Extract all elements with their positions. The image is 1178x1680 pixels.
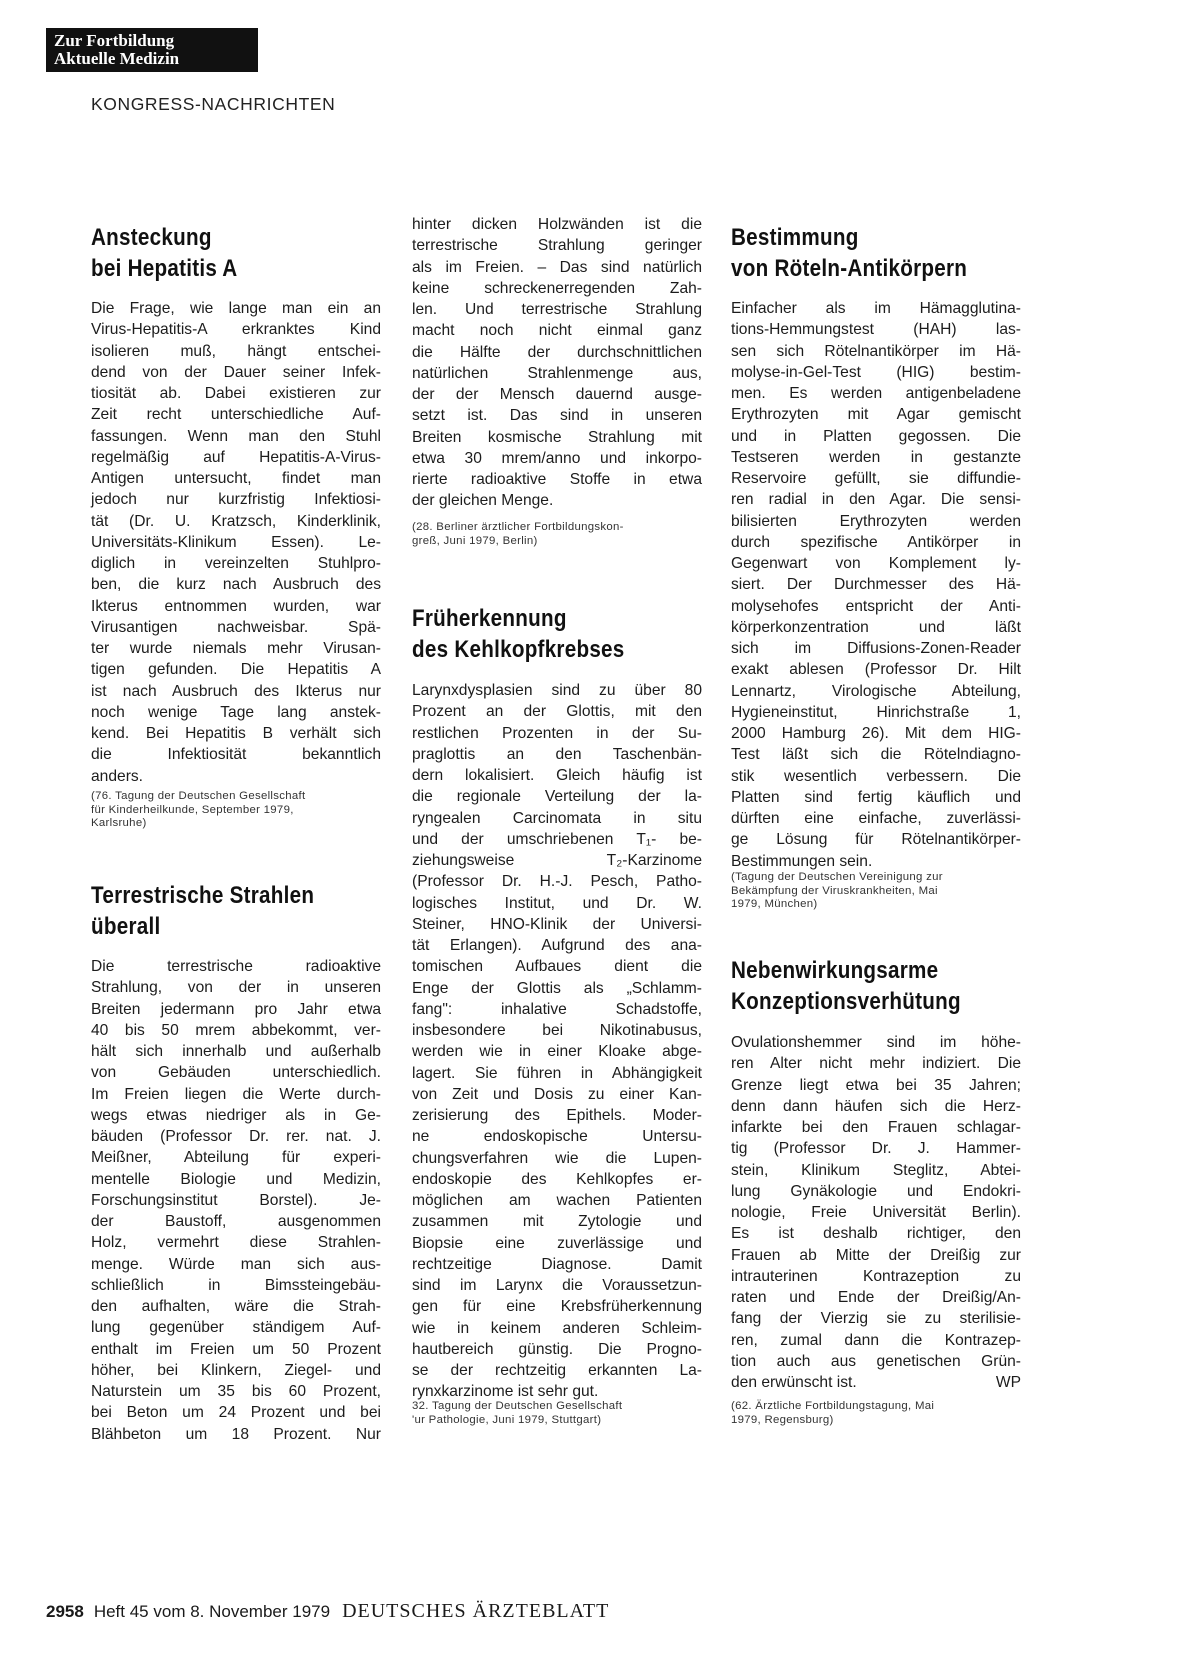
body-line: lung gegenüber ständigem Auf- bbox=[91, 1319, 381, 1337]
body-line: logisches Institut, und Dr. W. bbox=[412, 894, 702, 912]
body-line: tät Erlangen). Aufgrund des ana- bbox=[412, 937, 702, 954]
body-line: Platten sind fertig käuflich und bbox=[731, 788, 1021, 806]
body-line-text: den erwünscht ist. bbox=[731, 1374, 857, 1391]
body-line: von Zeit und Dosis zu einer Kan- bbox=[412, 1085, 702, 1103]
body-line: Testseren werden in gestanzte bbox=[731, 448, 1021, 466]
source-line: Bekämpfung der Viruskrankheiten, Mai bbox=[731, 884, 938, 897]
body-line: lung Gynäkologie und Endokri- bbox=[731, 1182, 1021, 1200]
source-line: (62. Ärztliche Fortbildungstagung, Mai bbox=[731, 1400, 935, 1412]
body-line: bäuden (Professor Dr. rer. nat. J. bbox=[91, 1128, 381, 1145]
body-line: siert. Der Durchmesser des Hä- bbox=[731, 576, 1021, 594]
body-line: sind im Larynx die Voraussetzun- bbox=[412, 1277, 702, 1294]
body-line: zerisierung des Epithels. Moder- bbox=[412, 1107, 702, 1124]
body-line: hält sich innerhalb und außerhalb bbox=[91, 1043, 381, 1060]
body-line: rechtzeitige Diagnose. Damit bbox=[412, 1255, 702, 1273]
source-line: für Kinderheilkunde, September 1979, bbox=[91, 803, 294, 816]
article-body-roeteln bbox=[731, 298, 1021, 872]
body-line: ziehungsweise T₂-Karzinome bbox=[412, 852, 702, 869]
body-line: den aufhalten, wäre die Strah- bbox=[91, 1298, 381, 1315]
body-line: Hygieneinstitut, Hinrichstraße 1, bbox=[731, 703, 1021, 721]
article-source-hepatitis bbox=[91, 790, 381, 831]
body-line: Antigen untersucht, findet man bbox=[91, 470, 381, 487]
body-line: Enge der Glottis als „Schlamm- bbox=[412, 979, 702, 997]
body-line: ge Lösung für Rötelnantikörper- bbox=[731, 831, 1021, 849]
body-line: bilisierten Erythrozyten werden bbox=[731, 512, 1021, 530]
body-line: dürften eine einfache, zuverlässi- bbox=[731, 810, 1021, 827]
article-body-kehlkopf bbox=[412, 680, 702, 1403]
body-line: ren radial in den Agar. Die sensi- bbox=[731, 491, 1021, 509]
body-line: Grenze liegt etwa bei 35 Jahren; bbox=[731, 1076, 1021, 1094]
article-source-strahlen bbox=[412, 521, 702, 548]
source-line: (76. Tagung der Deutschen Gesellschaft bbox=[91, 790, 306, 802]
body-line: exakt ablesen (Professor Dr. Hilt bbox=[731, 661, 1021, 679]
issue-line: Heft 45 vom 8. November 1979 bbox=[93, 1602, 331, 1621]
body-line: insbesondere bei Nikotinabusus, bbox=[412, 1022, 702, 1039]
body-line: enthalt im Freien um 50 Prozent bbox=[91, 1340, 381, 1358]
body-line: ren, zumal dann die Kontrazep- bbox=[731, 1331, 1021, 1349]
body-line: jedoch nur kurzfristig Infektiosi- bbox=[91, 491, 381, 509]
body-line: körperkonzentration und läßt bbox=[731, 618, 1021, 636]
article-source-roeteln bbox=[731, 871, 1021, 912]
body-line: tiosität ab. Dabei existieren zur bbox=[91, 385, 381, 402]
source-line: 'ur Pathologie, Juni 1979, Stuttgart) bbox=[412, 1413, 602, 1426]
body-line: hautbereich günstig. Die Progno- bbox=[412, 1340, 702, 1358]
body-line: dern lokalisiert. Gleich häufig ist bbox=[412, 767, 702, 784]
body-line: terrestrische Strahlung geringer bbox=[412, 237, 702, 255]
body-line: etwa 30 mrem/anno und inkorpo- bbox=[412, 449, 702, 467]
article-body-hepatitis bbox=[91, 298, 381, 787]
article-body-strahlen-part-2 bbox=[412, 214, 702, 512]
body-line: Virus-Hepatitis-A erkranktes Kind bbox=[91, 321, 381, 339]
body-line: tät (Dr. U. Kratzsch, Kinderklinik, bbox=[91, 512, 381, 530]
body-line: ne endoskopische Untersu- bbox=[412, 1128, 702, 1146]
article-source-konzeption bbox=[731, 1400, 1021, 1427]
body-line: Erythrozyten mit Agar gemischt bbox=[731, 406, 1021, 424]
body-line: Forschungsinstitut Borstel). Je- bbox=[91, 1191, 381, 1209]
body-line: Es ist deshalb richtiger, den bbox=[731, 1225, 1021, 1243]
body-line: der gleichen Menge. bbox=[412, 492, 554, 510]
article-headline-konzeption: Nebenwirkungsarme Konzeptionsverhütung bbox=[731, 957, 961, 1015]
body-line: stein, Klinikum Steglitz, Abtei- bbox=[731, 1161, 1021, 1179]
body-line: fassungen. Wenn man den Stuhl bbox=[91, 427, 381, 445]
body-line: Lennartz, Virologische Abteilung, bbox=[731, 682, 1021, 700]
body-line: praglottis an den Taschenbän- bbox=[412, 745, 702, 763]
article-headline-hepatitis: Ansteckung bei Hepatitis A bbox=[91, 224, 238, 282]
body-line: tomischen Aufbaues dient die bbox=[412, 958, 702, 976]
body-line: höher, bei Klinkern, Ziegel- und bbox=[91, 1361, 381, 1379]
body-line: setzt ist. Das sind in unseren bbox=[412, 407, 702, 425]
body-line: isolieren muß, hängt entschei- bbox=[91, 342, 381, 360]
article-headline-strahlen: Terrestrische Strahlen überall bbox=[91, 882, 315, 940]
body-line: Strahlung, von der in unseren bbox=[91, 979, 381, 997]
body-line: Steiner, HNO-Klinik der Universi- bbox=[412, 915, 702, 933]
body-line: mentelle Biologie und Medizin, bbox=[91, 1170, 381, 1188]
body-line: se der rechtzeitig erkannten La- bbox=[412, 1362, 702, 1379]
source-line: greß, Juni 1979, Berlin) bbox=[412, 534, 538, 547]
body-line: len. Und terrestrische Strahlung bbox=[412, 301, 702, 318]
body-line: Die Frage, wie lange man ein an bbox=[91, 300, 381, 317]
body-line: Naturstein um 35 bis 60 Prozent, bbox=[91, 1383, 381, 1400]
body-line: intrauterinen Kontrazeption zu bbox=[731, 1267, 1021, 1285]
section-badge bbox=[46, 28, 258, 72]
body-line: men. Es werden antigenbeladene bbox=[731, 385, 1021, 402]
body-line: ter wurde niemals mehr Virusan- bbox=[91, 640, 381, 657]
body-line: Gegenwart von Komplement ly- bbox=[731, 555, 1021, 572]
journal-title: DEUTSCHES ÄRZTEBLATT bbox=[342, 1600, 610, 1622]
body-line: Ovulationshemmer sind im höhe- bbox=[731, 1034, 1021, 1051]
body-line: stik wesentlich verbessern. Die bbox=[731, 767, 1021, 785]
section-badge-line-2: Aktuelle Medizin bbox=[54, 49, 180, 68]
body-line: fang": inhalative Schadstoffe, bbox=[412, 1000, 702, 1018]
body-line: raten und Ende der Dreißig/An- bbox=[731, 1289, 1021, 1306]
body-line: anders. bbox=[91, 767, 144, 785]
body-line: Im Freien liegen die Werte durch- bbox=[91, 1085, 381, 1103]
body-line: 2000 Hamburg 26). Mit dem HIG- bbox=[731, 725, 1021, 742]
body-line: macht noch nicht einmal ganz bbox=[412, 322, 702, 340]
body-line: denn dann häufen sich die Herz- bbox=[731, 1097, 1021, 1115]
source-line: (28. Berliner ärztlicher Fortbildungskon- bbox=[412, 521, 624, 533]
page-number: 2958 bbox=[46, 1602, 84, 1621]
body-line: rierte radioaktive Stoffe in etwa bbox=[412, 471, 702, 488]
body-line: hinter dicken Holzwänden ist die bbox=[412, 216, 702, 233]
section-kicker: KONGRESS-NACHRICHTEN bbox=[91, 94, 336, 114]
source-line: Karlsruhe) bbox=[91, 817, 147, 829]
body-line: Biopsie eine zuverlässige und bbox=[412, 1234, 702, 1252]
source-line: 1979, München) bbox=[731, 898, 818, 910]
body-line: der Baustoff, ausgenommen bbox=[91, 1213, 381, 1230]
body-line: Breiten kosmische Strahlung mit bbox=[412, 428, 702, 446]
article-source-kehlkopf bbox=[412, 1400, 702, 1427]
body-line: der der Mensch dauernd ausge- bbox=[412, 386, 702, 403]
body-line: Bestimmungen sein. bbox=[731, 852, 873, 870]
body-line: nologie, Freie Universität Berlin). bbox=[731, 1204, 1021, 1221]
body-line: Reservoire gefüllt, sie diffundie- bbox=[731, 470, 1021, 487]
body-line: Prozent an der Glottis, mit den bbox=[412, 703, 702, 721]
body-line: Die terrestrische radioaktive bbox=[91, 958, 381, 975]
body-line: molysehofes entspricht der Anti- bbox=[731, 597, 1021, 615]
body-line: Blähbeton um 18 Prozent. Nur bbox=[91, 1425, 381, 1443]
source-line: 1979, Regensburg) bbox=[731, 1413, 834, 1426]
body-line: fang der Vierzig sie zu sterilisie- bbox=[731, 1310, 1021, 1328]
source-line: (Tagung der Deutschen Vereinigung zur bbox=[731, 871, 943, 883]
article-headline-roeteln: Bestimmung von Röteln-Antikörpern bbox=[731, 224, 968, 282]
article-headline-kehlkopf: Früherkennung des Kehlkopfkrebses bbox=[412, 605, 625, 663]
body-line: schließlich in Bimssteingebäu- bbox=[91, 1276, 381, 1294]
body-line: 40 bis 50 mrem abbekommt, ver- bbox=[91, 1021, 381, 1039]
body-line: ren Alter nicht mehr indiziert. Die bbox=[731, 1055, 1021, 1073]
body-line: ryngealen Carcinomata in situ bbox=[412, 809, 702, 827]
body-line: durch spezifische Antikörper in bbox=[731, 533, 1021, 551]
body-line: natürlichen Strahlenmenge aus, bbox=[412, 364, 702, 382]
body-line: (Professor Dr. H.-J. Pesch, Patho- bbox=[412, 873, 702, 891]
body-line: Meißner, Abteilung für experi- bbox=[91, 1149, 381, 1167]
body-line: kend. Bei Hepatitis B verhält sich bbox=[91, 725, 381, 742]
body-line: Universitäts-Klinikum Essen). Le- bbox=[91, 533, 381, 551]
body-line: regelmäßig auf Hepatitis-A-Virus- bbox=[91, 448, 381, 466]
article-body-konzeption bbox=[731, 1032, 1021, 1393]
body-line: restlichen Prozenten in der Su- bbox=[412, 724, 702, 742]
body-line: diglich in vereinzelten Stuhlpro- bbox=[91, 555, 381, 572]
body-line: ist nach Ausbruch des Ikterus nur bbox=[91, 682, 381, 700]
body-line: rynxkarzinome ist sehr gut. bbox=[412, 1383, 599, 1401]
body-line: Frauen ab Mitte der Dreißig zur bbox=[731, 1246, 1021, 1264]
body-line: die regionale Verteilung der la- bbox=[412, 788, 702, 806]
body-line: dend von der Dauer seiner Infek- bbox=[91, 363, 381, 381]
body-line: werden wie in einer Kloake abge- bbox=[412, 1043, 702, 1061]
body-line bbox=[731, 1372, 1021, 1393]
body-line: sich im Diffusions-Zonen-Reader bbox=[731, 640, 1021, 657]
body-line: Einfacher als im Hämagglutina- bbox=[731, 300, 1021, 317]
section-badge-line-1: Zur Fortbildung bbox=[54, 31, 175, 50]
body-line: möglichen am wachen Patienten bbox=[412, 1192, 702, 1209]
body-line: sen sich Rötelnantikörper im Hä- bbox=[731, 342, 1021, 360]
body-line: molyse-in-Gel-Test (HIG) bestim- bbox=[731, 363, 1021, 381]
article-body-strahlen-part-1 bbox=[91, 956, 381, 1445]
body-line: keine schreckenerregenden Zah- bbox=[412, 279, 702, 297]
body-line: noch wenige Tage lang anstek- bbox=[91, 703, 381, 721]
body-line: tig (Professor Dr. J. Hammer- bbox=[731, 1140, 1021, 1158]
body-line: Holz, vermehrt diese Strahlen- bbox=[91, 1234, 381, 1252]
body-line: tigen gefunden. Die Hepatitis A bbox=[91, 661, 381, 679]
body-line: endoskopie des Kehlkopfes er- bbox=[412, 1170, 702, 1188]
source-line: 32. Tagung der Deutschen Gesellschaft bbox=[412, 1400, 623, 1412]
body-line: Breiten jedermann pro Jahr etwa bbox=[91, 1000, 381, 1018]
body-line: infarkte bei den Frauen schlagar- bbox=[731, 1119, 1021, 1136]
body-line: ben, die kurz nach Ausbruch des bbox=[91, 576, 381, 594]
body-line: die Infektiosität bekanntlich bbox=[91, 746, 381, 764]
body-line: und der umschriebenen T₁- be- bbox=[412, 830, 702, 848]
body-line: als im Freien. – Das sind natürlich bbox=[412, 258, 702, 276]
body-line: tion auch aus genetischen Grün- bbox=[731, 1352, 1021, 1370]
page-footer bbox=[46, 1600, 609, 1626]
body-line: Larynxdysplasien sind zu über 80 bbox=[412, 682, 702, 699]
author-signature: WP bbox=[995, 1374, 1021, 1391]
body-line: Ikterus entnommen wurden, war bbox=[91, 597, 381, 615]
body-line: gen für eine Krebsfrüherkennung bbox=[412, 1298, 702, 1316]
body-line: zusammen mit Zytologie und bbox=[412, 1213, 702, 1231]
body-line: von Gebäuden unterschiedlich. bbox=[91, 1064, 381, 1082]
body-line: tions-Hemmungstest (HAH) las- bbox=[731, 321, 1021, 339]
body-line: Virusantigen nachweisbar. Spä- bbox=[91, 618, 381, 636]
body-line: chungsverfahren wie die Lupen- bbox=[412, 1149, 702, 1167]
body-line: menge. Würde man sich aus- bbox=[91, 1255, 381, 1273]
body-line: bei Beton um 24 Prozent und bei bbox=[91, 1404, 381, 1422]
body-line: die Hälfte der durchschnittlichen bbox=[412, 343, 702, 361]
body-line: wie in keinem anderen Schleim- bbox=[412, 1319, 702, 1337]
body-line: wegs etwas niedriger als in Ge- bbox=[91, 1106, 381, 1124]
body-line: Zeit recht unterschiedliche Auf- bbox=[91, 406, 381, 424]
body-line: und in Platten gegossen. Die bbox=[731, 427, 1021, 445]
body-line: Test läßt sich die Rötelndiagno- bbox=[731, 746, 1021, 764]
body-line: lagert. Sie führen in Abhängigkeit bbox=[412, 1064, 702, 1082]
